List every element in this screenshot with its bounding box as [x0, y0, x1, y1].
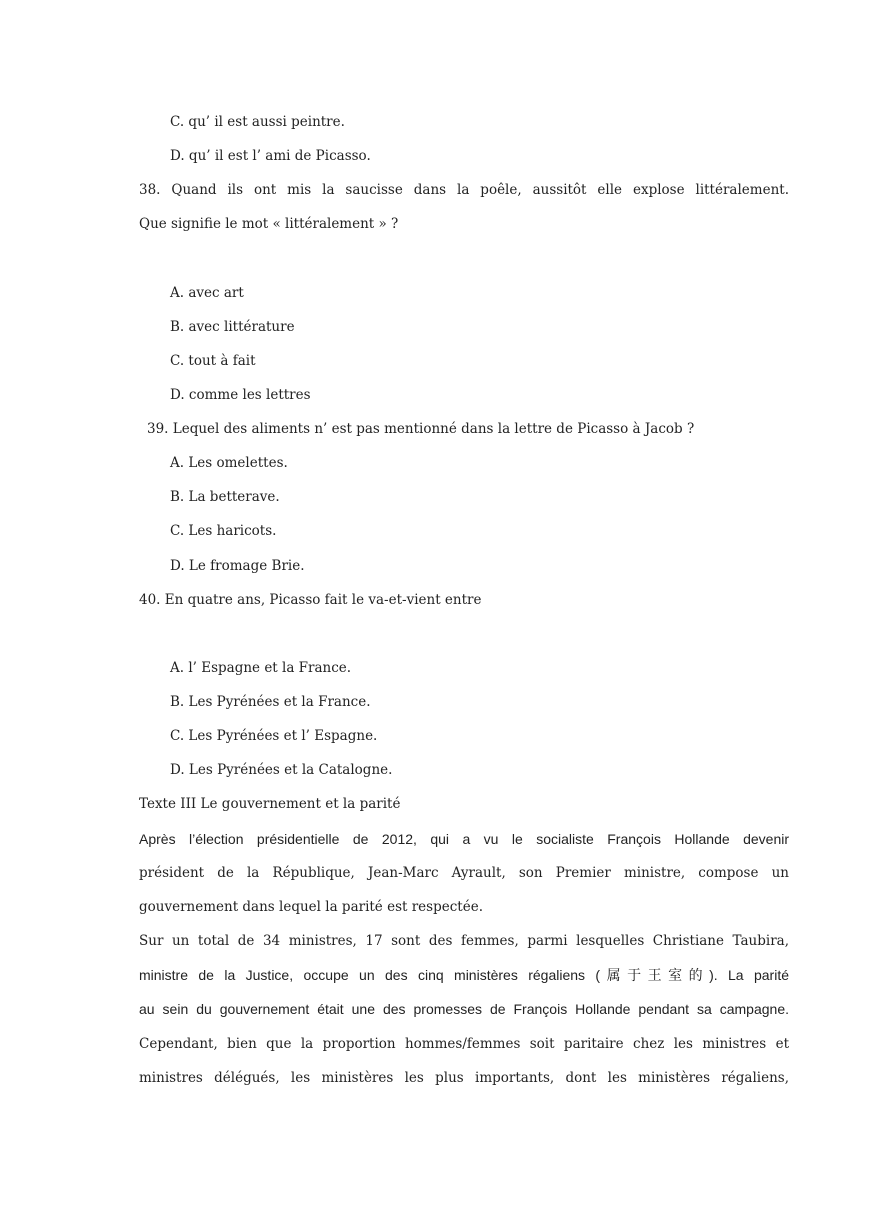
- q40-option-b: B. Les Pyrénées et la France.: [170, 694, 371, 710]
- texte3-p2-line-2: ministre de la Justice, occupe un des cinq ministères régaliens (属于王室的). La parité: [139, 967, 789, 983]
- texte3-p2-line-3: au sein du gouvernement était une des promesses de François Hollande pendant sa campagne.: [139, 1001, 789, 1017]
- q39-option-c: C. Les haricots.: [170, 523, 277, 539]
- texte3-p2-line-1: Sur un total de 34 ministres, 17 sont des femmes, parmi lesquelles Christiane Taubira,: [139, 933, 789, 949]
- q38-option-a: A. avec art: [170, 285, 244, 301]
- q38-question-line-2: Que signifie le mot « littéralement » ?: [139, 216, 399, 232]
- q39-option-a: A. Les omelettes.: [170, 455, 288, 471]
- q39-option-b: B. La betterave.: [170, 489, 280, 505]
- q39-question: 39. Lequel des aliments n’ est pas mentionné dans la lettre de Picasso à Jacob ?: [147, 421, 695, 437]
- q37-option-d: D. qu’ il est l’ ami de Picasso.: [170, 148, 371, 164]
- q40-option-c: C. Les Pyrénées et l’ Espagne.: [170, 728, 378, 744]
- q38-question-line-1: 38. Quand ils ont mis la saucisse dans la poêle, aussitôt elle explose littéralement.: [139, 182, 789, 198]
- texte3-p1-line-2: président de la République, Jean-Marc Ayrault, son Premier ministre, compose un: [139, 865, 789, 881]
- q40-question: 40. En quatre ans, Picasso fait le va-et-vient entre: [139, 592, 482, 608]
- texte3-p2-line-5: ministres délégués, les ministères les plus importants, dont les ministères régaliens,: [139, 1070, 789, 1086]
- q40-option-a: A. l’ Espagne et la France.: [170, 660, 352, 676]
- q40-option-d: D. Les Pyrénées et la Catalogne.: [170, 762, 393, 778]
- q38-option-c: C. tout à fait: [170, 353, 256, 369]
- texte3-p1-line-3: gouvernement dans lequel la parité est respectée.: [139, 899, 483, 915]
- q37-option-c: C. qu’ il est aussi peintre.: [170, 114, 345, 130]
- q38-option-b: B. avec littérature: [170, 319, 295, 335]
- q39-option-d: D. Le fromage Brie.: [170, 558, 305, 574]
- texte3-title: Texte III Le gouvernement et la parité: [139, 796, 401, 812]
- texte3-p2-line-4: Cependant, bien que la proportion hommes/femmes soit paritaire chez les ministres et: [139, 1036, 789, 1052]
- texte3-p1-line-1: Après l’élection présidentielle de 2012, qui a vu le socialiste François Hollande devenir: [139, 831, 789, 847]
- q38-option-d: D. comme les lettres: [170, 387, 311, 403]
